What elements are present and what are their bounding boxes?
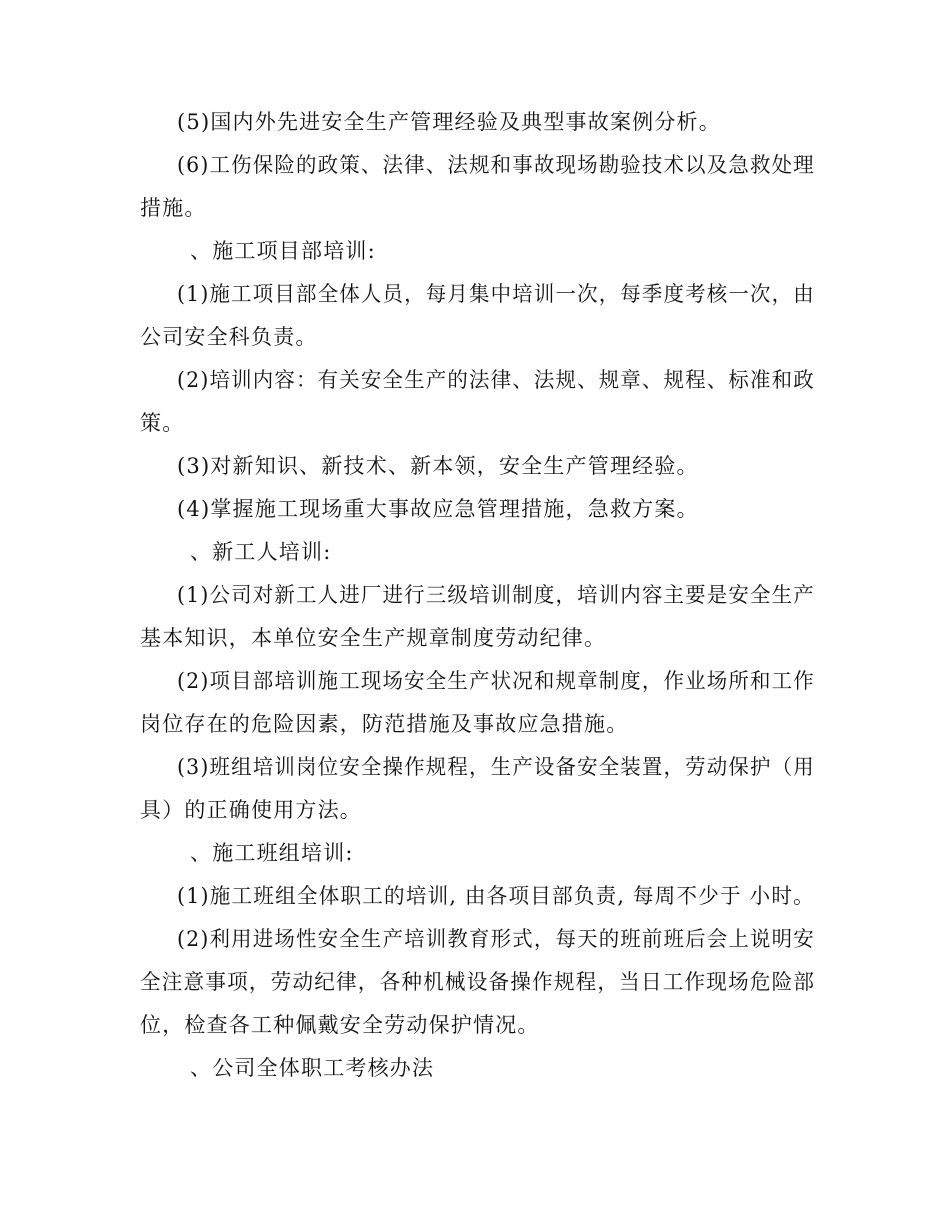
- paragraph-line: (1)施工项目部全体人员，每月集中培训一次，每季度考核一次，由: [177, 282, 815, 306]
- paragraph-line: (2)项目部培训施工现场安全生产状况和规章制度，作业场所和工作: [177, 669, 815, 693]
- paragraph-line: 策。: [140, 411, 185, 435]
- paragraph-line: (1)施工班组全体职工的培训, 由各项目部负责, 每周不少于 小时。: [177, 884, 815, 908]
- section-heading: 、施工班组培训:: [190, 841, 354, 865]
- paragraph-line: 全注意事项，劳动纪律，各种机械设备操作规程，当日工作现场危险部: [140, 970, 816, 994]
- paragraph-line: 岗位存在的危险因素，防范措施及事故应急措施。: [140, 712, 629, 736]
- paragraph-line: (2)培训内容：有关安全生产的法律、法规、规章、规程、标准和政: [177, 368, 815, 392]
- paragraph-line: (3)对新知识、新技术、新本领，安全生产管理经验。: [177, 454, 699, 478]
- paragraph-line: 位，检查各工种佩戴安全劳动保护情况。: [140, 1013, 540, 1037]
- paragraph-line: (1)公司对新工人进厂进行三级培训制度，培训内容主要是安全生产: [177, 583, 815, 607]
- paragraph-line: 基本知识，本单位安全生产规章制度劳动纪律。: [140, 626, 607, 650]
- section-heading: 、施工项目部培训:: [190, 239, 376, 263]
- paragraph-line: 公司安全科负责。: [140, 325, 318, 349]
- section-heading: 、新工人培训:: [190, 540, 332, 564]
- paragraph-line: (6)工伤保险的政策、法律、法规和事故现场勘验技术以及急救处理: [177, 153, 815, 177]
- section-heading: 、公司全体职工考核办法: [190, 1056, 435, 1080]
- paragraph-line: 具）的正确使用方法。: [140, 798, 362, 822]
- paragraph-line: (5)国内外先进安全生产管理经验及典型事故案例分析。: [177, 110, 721, 134]
- paragraph-line: (3)班组培训岗位安全操作规程，生产设备安全装置，劳动保护（用: [177, 755, 815, 779]
- paragraph-line: 措施。: [140, 196, 207, 220]
- paragraph-line: (2)利用进场性安全生产培训教育形式，每天的班前班后会上说明安: [177, 927, 815, 951]
- paragraph-line: (4)掌握施工现场重大事故应急管理措施，急救方案。: [177, 497, 699, 521]
